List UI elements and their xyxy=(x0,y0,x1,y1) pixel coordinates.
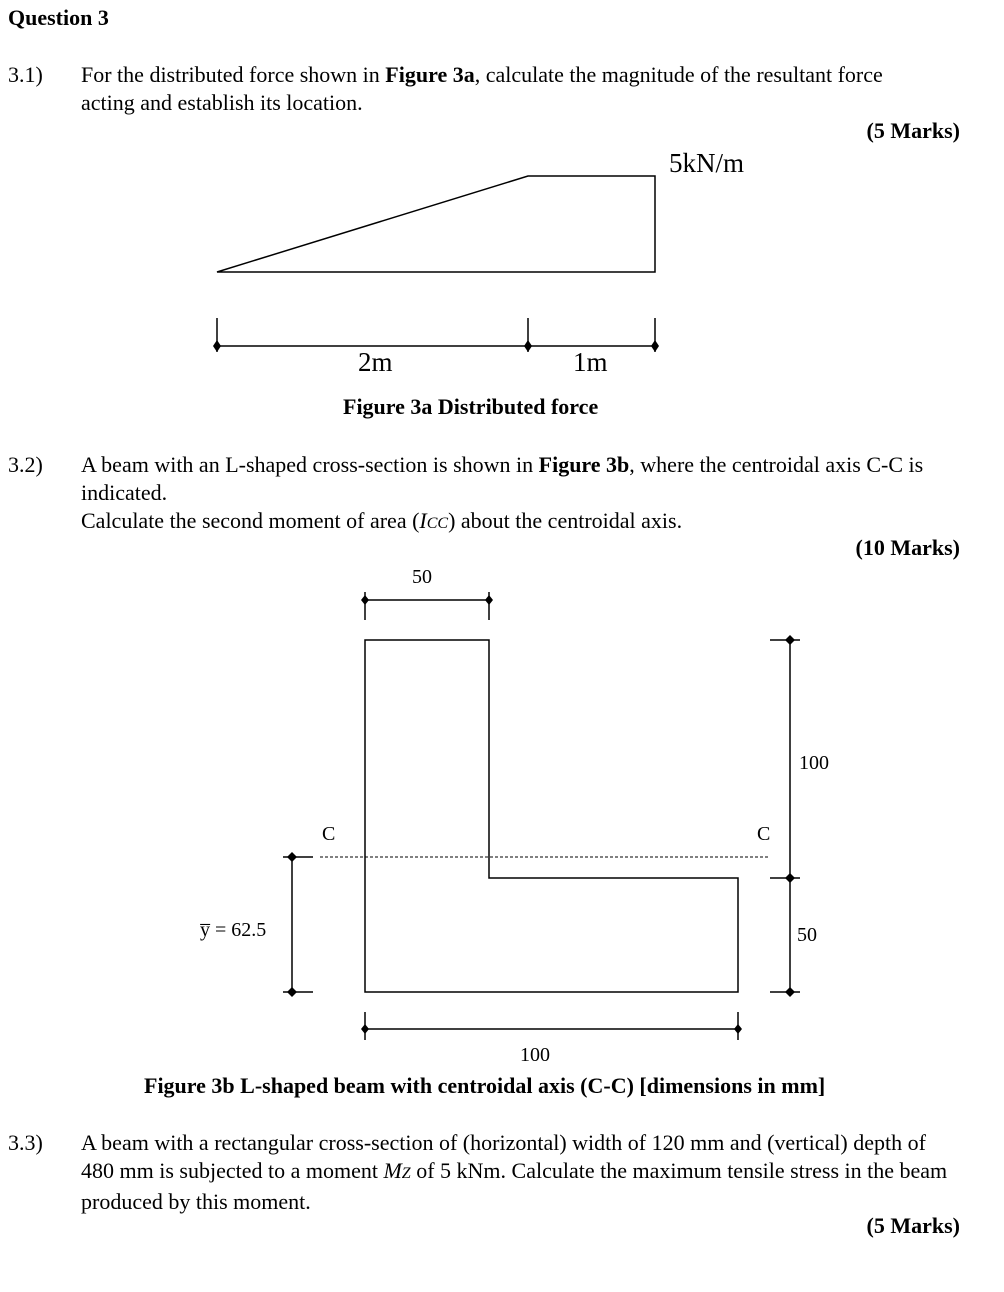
load-intensity-label: 5kN/m xyxy=(669,148,745,178)
dimension-arrow xyxy=(785,873,795,883)
q1-text-part: , calculate the magnitude of the resultant force acting and establish its location. xyxy=(81,62,883,115)
q2-text-part: Calculate the second moment of area ( xyxy=(81,508,420,533)
dimension-arrow xyxy=(785,987,795,997)
dimension-arrow xyxy=(734,1024,742,1034)
q3-number: 3.3) xyxy=(8,1130,43,1155)
q3-symbol-sub: Z xyxy=(401,1165,411,1182)
figure-3b-caption: Figure 3b L-shaped beam with centroidal axis (C-C) [dimensions in mm] xyxy=(144,1073,826,1098)
upper-height-label: 100 xyxy=(799,752,829,774)
q2-figure-ref: Figure 3b xyxy=(538,452,630,477)
dimension-1m-label: 1m xyxy=(573,347,608,377)
q3-symbol-M: M xyxy=(383,1158,402,1183)
q2-text-part: ) about the centroidal axis. xyxy=(448,508,683,533)
dimension-arrow xyxy=(485,595,493,605)
l-section-outline xyxy=(365,640,738,992)
lower-height-label: 50 xyxy=(797,924,817,946)
q1-number: 3.1) xyxy=(8,62,43,87)
dimension-arrow xyxy=(287,987,297,997)
axis-label-left: C xyxy=(322,823,336,845)
figure-3a-caption: Figure 3a Distributed force xyxy=(343,394,599,419)
dimension-arrow xyxy=(287,852,297,862)
dimension-arrow xyxy=(785,635,795,645)
q3-text-part: A beam with a rectangular cross-section of (horizontal) width of 120 mm and (vertical) depth of 480 mm is subjected to a moment xyxy=(81,1130,926,1183)
q2-text-part: , where the centroidal axis C-C is indicated. xyxy=(81,452,924,505)
q2-text-part: A beam with an L-shaped cross-section is shown in xyxy=(81,452,539,477)
question-heading: Question 3 xyxy=(8,5,109,30)
bottom-width-label: 100 xyxy=(520,1044,550,1066)
q3-marks: (5 Marks) xyxy=(866,1213,960,1238)
q3-text-part: of 5 kNm. Calculate the maximum tensile stress in the beam produced by this moment. xyxy=(81,1158,948,1214)
dimension-arrow xyxy=(361,1024,369,1034)
dimension-2m-label: 2m xyxy=(358,347,393,377)
dimension-arrow xyxy=(361,595,369,605)
q1-text-part: For the distributed force shown in xyxy=(81,62,386,87)
q1-marks: (5 Marks) xyxy=(866,118,960,143)
ybar-label: y̅ = 62.5 xyxy=(200,919,267,941)
q2-symbol-sub: CC xyxy=(426,515,449,532)
q1-figure-ref: Figure 3a xyxy=(385,62,475,87)
q2-marks: (10 Marks) xyxy=(855,535,960,560)
axis-label-right: C xyxy=(757,823,771,845)
q2-symbol-I: I xyxy=(419,508,427,533)
q3-text xyxy=(81,1129,956,1216)
top-width-label: 50 xyxy=(412,566,432,588)
q2-number: 3.2) xyxy=(8,452,43,477)
